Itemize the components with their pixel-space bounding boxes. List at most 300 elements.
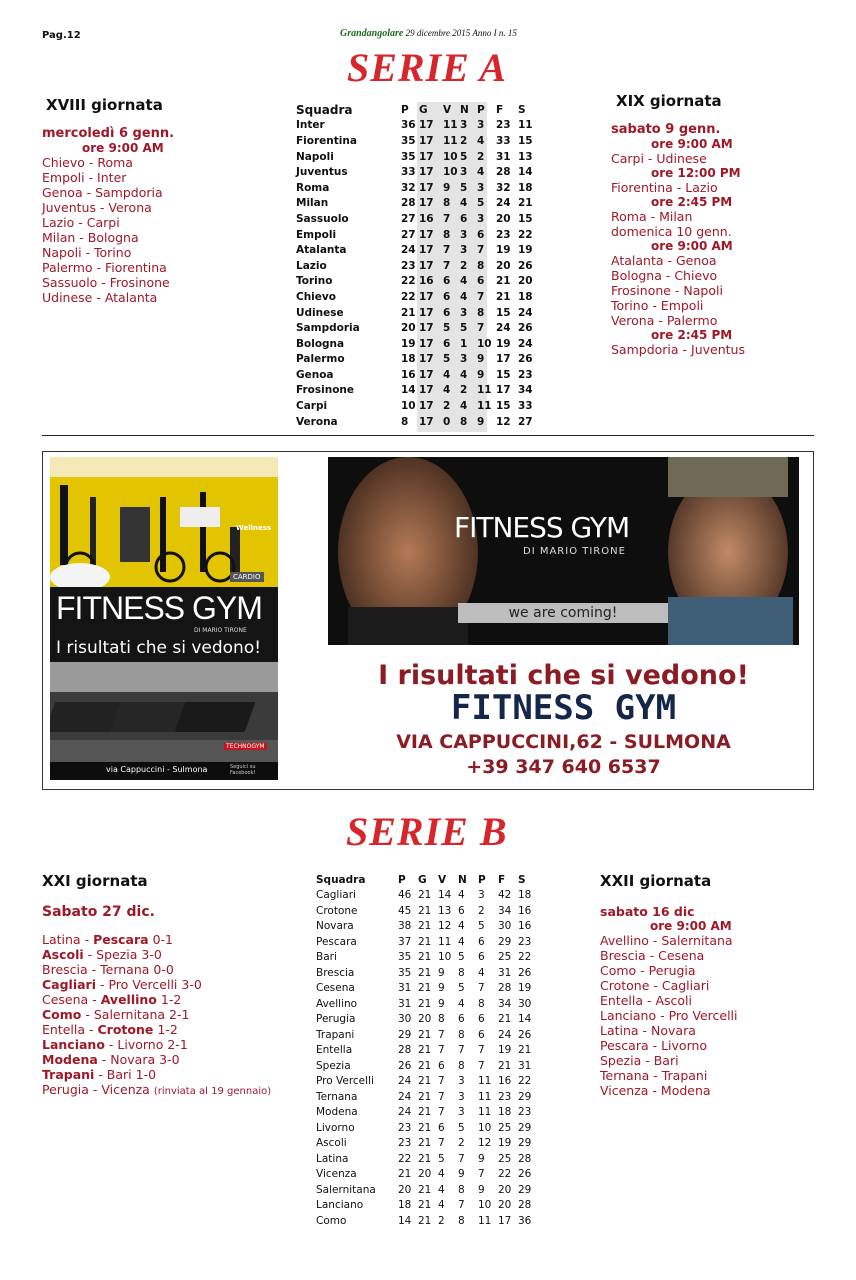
home-team: Brescia (42, 962, 88, 977)
stat-cell: 35 (401, 134, 416, 147)
table-row (316, 950, 538, 966)
round-time: ore 9:00 AM (651, 239, 733, 253)
stat-cell: 8 (460, 415, 468, 428)
stat-cell: 28 (398, 1044, 412, 1057)
home-team: Perugia (42, 1082, 89, 1097)
standings-table (316, 872, 538, 1229)
stat-cell: 35 (398, 966, 412, 979)
match-item: Frosinone - Napoli (611, 283, 723, 298)
stat-cell: 20 (496, 212, 511, 225)
stat-cell: 27 (401, 228, 416, 241)
stat-cell: 29 (398, 1028, 412, 1041)
stat-cell: 3 (458, 1090, 465, 1103)
stat-cell: 26 (518, 259, 533, 272)
stat-cell: 28 (496, 166, 511, 179)
table-row (296, 211, 538, 227)
stat-cell: 22 (401, 275, 416, 288)
stat-cell: 7 (443, 244, 451, 257)
stat-cell: 7 (438, 1028, 445, 1041)
poster-owner: DI MARIO TIRONE (194, 627, 247, 634)
team-name: Crotone (316, 904, 358, 917)
stat-cell: 14 (401, 384, 416, 397)
stat-cell: 4 (460, 197, 468, 210)
table-row (316, 1043, 538, 1059)
stat-cell: 16 (518, 904, 532, 917)
team-name: Ternana (316, 1090, 358, 1103)
stat-cell: 46 (398, 889, 412, 902)
stat-cell: 17 (498, 1214, 512, 1227)
table-row (316, 919, 538, 935)
stat-cell: 21 (418, 1028, 432, 1041)
stat-cell: 11 (477, 400, 492, 413)
ad-slogan: I risultati che si vedono! (378, 660, 749, 691)
stat-cell: 23 (496, 228, 511, 241)
round-time: ore 2:45 PM (651, 328, 733, 342)
separator: - (80, 932, 94, 947)
stat-cell: 6 (477, 275, 485, 288)
team-name: Avellino (316, 997, 358, 1010)
poster-gym-name: FITNESS GYM (56, 590, 262, 626)
stat-cell: 5 (443, 322, 451, 335)
stat-cell: 28 (518, 1152, 532, 1165)
stat-cell: 6 (478, 935, 485, 948)
score: 0-1 (152, 932, 173, 947)
table-row (316, 1074, 538, 1090)
match-item: Empoli - Inter (42, 170, 127, 185)
stat-cell: 7 (478, 1168, 485, 1181)
stat-cell: 11 (478, 1075, 492, 1088)
match-item: Entella - Ascoli (600, 993, 693, 1008)
table-row (296, 242, 538, 258)
score: 3-0 (159, 1052, 180, 1067)
stat-cell: 21 (418, 1199, 432, 1212)
round-title: XIX giornata (616, 92, 722, 110)
stat-cell: 15 (518, 134, 533, 147)
home-team: Cesena (42, 992, 89, 1007)
stat-cell: 19 (498, 1044, 512, 1057)
stat-cell: 2 (460, 384, 468, 397)
stat-cell: 3 (460, 166, 468, 179)
stat-cell: 23 (398, 1121, 412, 1134)
stat-cell: 31 (496, 150, 511, 163)
column-header: S (518, 873, 526, 886)
stat-cell: 5 (477, 197, 485, 210)
stat-cell: 6 (443, 306, 451, 319)
stat-cell: 11 (443, 134, 458, 147)
stat-cell: 4 (438, 1183, 445, 1196)
stat-cell: 3 (460, 244, 468, 257)
ad-left-poster (50, 457, 278, 780)
home-team: Modena (42, 1052, 98, 1067)
stat-cell: 5 (478, 920, 485, 933)
stat-cell: 35 (398, 951, 412, 964)
stat-cell: 3 (460, 353, 468, 366)
team-name: Como (316, 1214, 347, 1227)
stat-cell: 7 (443, 212, 451, 225)
stat-cell: 9 (478, 1152, 485, 1165)
stat-cell: 31 (518, 1059, 532, 1072)
score: 1-0 (135, 1067, 157, 1082)
stat-cell: 17 (419, 400, 434, 413)
team-name: Milan (296, 197, 329, 210)
separator: - (94, 1067, 107, 1082)
away-team: Pescara (93, 932, 149, 947)
team-name: Spezia (316, 1059, 351, 1072)
stat-cell: 8 (443, 228, 451, 241)
match-list (600, 933, 810, 1098)
table-row (316, 1058, 538, 1074)
round-day: sabato 16 dic (600, 904, 695, 919)
stat-cell: 17 (419, 166, 434, 179)
stat-cell: 8 (477, 259, 485, 272)
stat-cell: 29 (518, 1183, 532, 1196)
stat-cell: 12 (478, 1137, 492, 1150)
home-team: Cagliari (42, 977, 97, 992)
team-name: Sampdoria (296, 322, 360, 335)
stat-cell: 18 (518, 290, 533, 303)
column-header: P (398, 873, 406, 886)
stat-cell: 27 (401, 212, 416, 225)
result-item (42, 977, 302, 992)
score: 2-1 (167, 1037, 188, 1052)
team-name: Genoa (296, 368, 334, 381)
team-name: Modena (316, 1106, 358, 1119)
stat-cell: 17 (419, 353, 434, 366)
table-row (296, 383, 538, 399)
stat-cell: 7 (478, 1059, 485, 1072)
stat-cell: 7 (438, 1090, 445, 1103)
stat-cell: 2 (438, 1214, 445, 1227)
match-item: Carpi - Udinese (611, 151, 707, 166)
serie-b-title: SERIE B (346, 809, 508, 854)
stat-cell: 21 (418, 1152, 432, 1165)
cardio-label: CARDIO (230, 572, 264, 582)
stat-cell: 8 (401, 415, 409, 428)
stat-cell: 30 (518, 997, 532, 1010)
round-time: ore 9:00 AM (82, 141, 164, 155)
separator: - (81, 1007, 94, 1022)
stat-cell: 14 (398, 1214, 412, 1227)
stat-cell: 17 (419, 150, 434, 163)
divider (42, 435, 814, 436)
team-name: Lazio (296, 259, 327, 272)
stat-cell: 17 (419, 119, 434, 132)
stat-cell: 20 (498, 1183, 512, 1196)
stat-cell: 21 (418, 1090, 432, 1103)
separator: - (85, 1022, 98, 1037)
team-name: Frosinone (296, 384, 355, 397)
stat-cell: 26 (518, 322, 533, 335)
match-list (42, 155, 282, 305)
stat-cell: 10 (443, 166, 458, 179)
serie-b-right-column (600, 872, 810, 1098)
table-row (296, 118, 538, 134)
stat-cell: 21 (418, 1183, 432, 1196)
ad-banner-photo (328, 457, 799, 645)
stat-cell: 3 (478, 889, 485, 902)
stat-cell: 21 (418, 920, 432, 933)
stat-cell: 3 (477, 119, 485, 132)
stat-cell: 17 (419, 228, 434, 241)
serie-a-standings (296, 102, 538, 429)
stat-cell: 21 (418, 997, 432, 1010)
match-item: Fiorentina - Lazio (611, 180, 718, 195)
stat-cell: 6 (443, 275, 451, 288)
result-item (42, 1022, 302, 1037)
stat-cell: 18 (398, 1199, 412, 1212)
stat-cell: 21 (418, 1121, 432, 1134)
away-team: Bari (106, 1067, 132, 1082)
stat-cell: 19 (498, 1137, 512, 1150)
result-item (42, 992, 302, 1007)
match-item: Ternana - Trapani (600, 1068, 708, 1083)
stat-cell: 5 (458, 1121, 465, 1134)
stat-cell: 4 (458, 889, 465, 902)
stat-cell: 32 (401, 181, 416, 194)
stat-cell: 7 (438, 1106, 445, 1119)
match-item: Juventus - Verona (42, 200, 152, 215)
stat-cell: 26 (518, 353, 533, 366)
column-header: P (478, 873, 486, 886)
stat-cell: 5 (460, 322, 468, 335)
stat-cell: 11 (518, 119, 533, 132)
table-row (296, 180, 538, 196)
stat-cell: 31 (498, 966, 512, 979)
column-header: V (438, 873, 447, 886)
separator: - (104, 1037, 118, 1052)
stat-cell: 21 (518, 1044, 532, 1057)
stat-cell: 34 (498, 904, 512, 917)
stat-cell: 21 (418, 982, 432, 995)
score: 0-0 (153, 962, 174, 977)
stat-cell: 7 (458, 1152, 465, 1165)
stat-cell: 21 (418, 1059, 432, 1072)
ad-address: VIA CAPPUCCINI,62 - SULMONA (396, 731, 731, 753)
away-team: Salernitana (93, 1007, 166, 1022)
stat-cell: 23 (398, 1137, 412, 1150)
serie-a-right-column (611, 92, 811, 357)
match-item: Como - Perugia (600, 963, 696, 978)
stat-cell: 5 (458, 982, 465, 995)
column-header: P (401, 103, 409, 116)
result-item (42, 1082, 302, 1099)
stat-cell: 6 (458, 904, 465, 917)
table-header-row (296, 102, 538, 118)
stat-cell: 3 (460, 119, 468, 132)
stat-cell: 20 (518, 275, 533, 288)
table-row (296, 258, 538, 274)
page-number: Pag.12 (42, 30, 81, 41)
stat-cell: 29 (498, 935, 512, 948)
stat-cell: 16 (419, 212, 434, 225)
result-item (42, 1067, 302, 1082)
stat-cell: 3 (458, 1075, 465, 1088)
team-name: Ascoli (316, 1137, 347, 1150)
stat-cell: 19 (401, 337, 416, 350)
stat-cell: 26 (518, 1028, 532, 1041)
standings-table (296, 102, 538, 429)
match-item: Latina - Novara (600, 1023, 696, 1038)
stat-cell: 22 (518, 951, 532, 964)
stat-cell: 16 (498, 1075, 512, 1088)
stat-cell: 4 (478, 966, 485, 979)
stat-cell: 2 (460, 259, 468, 272)
stat-cell: 16 (518, 920, 532, 933)
stat-cell: 17 (419, 368, 434, 381)
team-name: Cagliari (316, 889, 356, 902)
stat-cell: 16 (419, 275, 434, 288)
stat-cell: 9 (438, 997, 445, 1010)
stat-cell: 11 (438, 935, 452, 948)
stat-cell: 3 (460, 306, 468, 319)
table-row (296, 289, 538, 305)
stat-cell: 10 (478, 1199, 492, 1212)
stat-cell: 23 (518, 935, 532, 948)
stat-cell: 21 (418, 966, 432, 979)
team-name: Bari (316, 951, 337, 964)
stat-cell: 7 (477, 322, 485, 335)
table-row (316, 1136, 538, 1152)
stat-cell: 17 (419, 134, 434, 147)
schedule-list (611, 122, 811, 357)
stat-cell: 1 (460, 337, 468, 350)
team-name: Carpi (296, 400, 328, 413)
table-row (316, 1213, 538, 1229)
round-time: ore 9:00 AM (651, 137, 733, 151)
stat-cell: 8 (438, 1013, 445, 1026)
result-item (42, 1007, 302, 1022)
stat-cell: 28 (498, 982, 512, 995)
column-header: N (458, 873, 467, 886)
team-name: Palermo (296, 353, 345, 366)
match-item: Crotone - Cagliari (600, 978, 710, 993)
stat-cell: 2 (477, 150, 485, 163)
stat-cell: 4 (477, 134, 485, 147)
stat-cell: 5 (438, 1152, 445, 1165)
away-team: Spezia (96, 947, 138, 962)
match-item: Napoli - Torino (42, 245, 132, 260)
team-name: Pescara (316, 935, 357, 948)
table-row (316, 903, 538, 919)
stat-cell: 5 (460, 150, 468, 163)
table-row (316, 934, 538, 950)
separator: - (87, 962, 101, 977)
stat-cell: 12 (438, 920, 452, 933)
stat-cell: 30 (498, 920, 512, 933)
column-header: G (419, 103, 428, 116)
serie-a-title: SERIE A (347, 45, 508, 90)
match-item: domenica 10 genn. (611, 224, 732, 239)
stat-cell: 28 (401, 197, 416, 210)
match-item: Spezia - Bari (600, 1053, 679, 1068)
stat-cell: 6 (478, 1013, 485, 1026)
column-header: F (496, 103, 504, 116)
stat-cell: 23 (401, 259, 416, 272)
stat-cell: 24 (518, 337, 533, 350)
technogym-logo: TECHNOGYM (226, 743, 265, 750)
facebook-label: Seguici su Facebook! (230, 764, 256, 776)
stat-cell: 9 (477, 415, 485, 428)
stat-cell: 6 (460, 212, 468, 225)
stat-cell: 19 (518, 244, 533, 257)
column-header: P (477, 103, 485, 116)
home-team: Como (42, 1007, 82, 1022)
match-item: Genoa - Sampdoria (42, 185, 163, 200)
table-row (296, 414, 538, 430)
stat-cell: 35 (401, 150, 416, 163)
stat-cell: 32 (496, 181, 511, 194)
stat-cell: 33 (496, 134, 511, 147)
result-item (42, 932, 302, 947)
stat-cell: 8 (458, 1059, 465, 1072)
away-team: Novara (110, 1052, 156, 1067)
home-team: Lanciano (42, 1037, 105, 1052)
stat-cell: 18 (518, 181, 533, 194)
table-row (316, 1182, 538, 1198)
column-header: N (460, 103, 469, 116)
score: 2-1 (169, 1007, 190, 1022)
table-row (316, 1089, 538, 1105)
stat-cell: 7 (438, 1044, 445, 1057)
stat-cell: 17 (419, 306, 434, 319)
away-team: Livorno (117, 1037, 164, 1052)
stat-cell: 24 (401, 244, 416, 257)
masthead-info: 29 dicembre 2015 Anno I n. 15 (405, 28, 517, 38)
stat-cell: 21 (518, 197, 533, 210)
stat-cell: 45 (398, 904, 412, 917)
stat-cell: 24 (496, 197, 511, 210)
stat-cell: 21 (418, 1214, 432, 1227)
stat-cell: 20 (398, 1183, 412, 1196)
table-row (296, 274, 538, 290)
stat-cell: 13 (518, 150, 533, 163)
stat-cell: 21 (496, 275, 511, 288)
stat-cell: 6 (438, 1121, 445, 1134)
team-name: Torino (296, 275, 333, 288)
stat-cell: 24 (398, 1090, 412, 1103)
stat-cell: 7 (458, 1199, 465, 1212)
team-name: Cesena (316, 982, 355, 995)
stat-cell: 20 (418, 1013, 432, 1026)
masthead-brand: Grandangolare (340, 28, 404, 39)
stat-cell: 21 (498, 1013, 512, 1026)
poster-address: via Cappuccini - Sulmona (106, 765, 208, 774)
table-row (296, 164, 538, 180)
match-item: Sampdoria - Juventus (611, 342, 745, 357)
stat-cell: 23 (496, 119, 511, 132)
table-row (296, 133, 538, 149)
stat-cell: 7 (477, 244, 485, 257)
match-item: Atalanta - Genoa (611, 253, 717, 268)
stat-cell: 22 (401, 290, 416, 303)
stat-cell: 8 (443, 197, 451, 210)
stat-cell: 9 (438, 966, 445, 979)
round-time: ore 9:00 AM (650, 919, 732, 933)
home-team: Ascoli (42, 947, 84, 962)
team-name: Bologna (296, 337, 345, 350)
away-team: Pro Vercelli (108, 977, 178, 992)
stat-cell: 8 (458, 966, 465, 979)
stat-cell: 10 (438, 951, 452, 964)
stat-cell: 7 (443, 259, 451, 272)
table-row (316, 1120, 538, 1136)
stat-cell: 6 (478, 1028, 485, 1041)
team-name: Brescia (316, 966, 355, 979)
team-name: Pro Vercelli (316, 1075, 374, 1088)
team-name: Udinese (296, 306, 344, 319)
stat-cell: 29 (518, 1090, 532, 1103)
stat-cell: 22 (518, 228, 533, 241)
